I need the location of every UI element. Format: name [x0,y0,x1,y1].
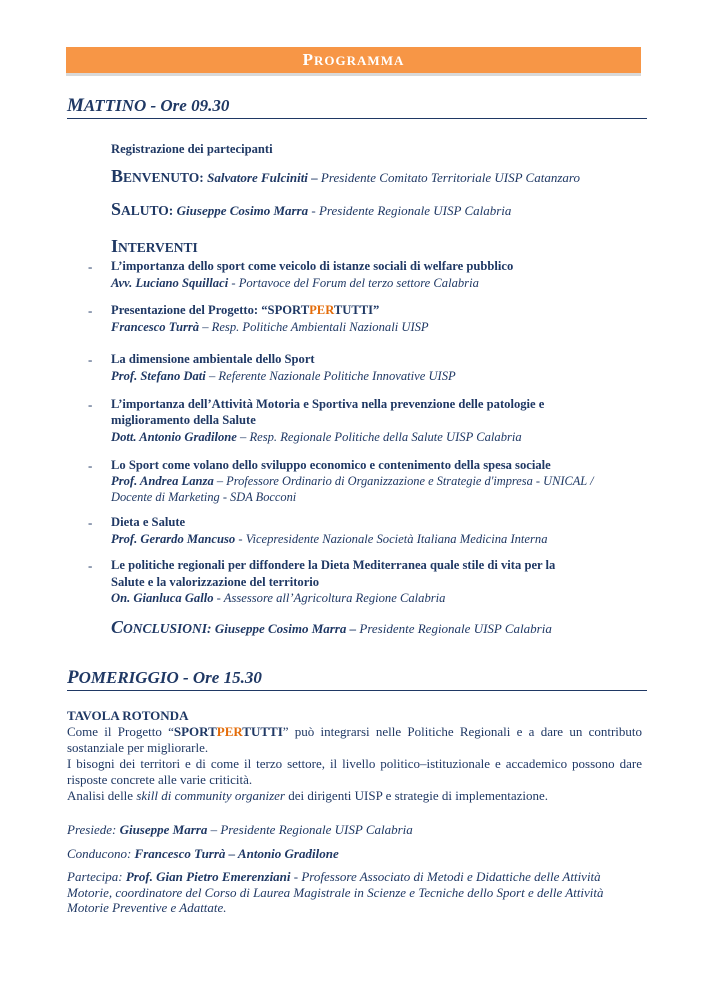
banner-rest: ROGRAMMA [314,53,405,68]
tavola-paragraph-1: Come il Progetto “SPORTPERTUTTI” può integrarsi nelle Politiche Regionali e a dare un contributo sostanziale per migliorarle. [67,724,642,755]
tavola-paragraph-2: I bisogni dei territori e di come il terzo settore, il livello politico–istituzionale e accademico possono dare risposte concrete alle varie criticità. [67,756,642,787]
intervento-3-title: La dimensione ambientale dello Sport [111,352,315,366]
intervento-2-speaker-line: Francesco Turrà – Resp. Politiche Ambientali Nazionali UISP [111,320,429,334]
programma-banner [66,47,641,76]
intervento-6-title: Dieta e Salute [111,515,186,529]
intervento-5-title: Lo Sport come volano dello sviluppo economico e contenimento della spesa sociale [111,458,551,472]
intervento-7-title-2: Salute e la valorizzazione del territorio [111,575,320,589]
intervento-5-speaker-line: Prof. Andrea Lanza – Professore Ordinario di Organizzazione e Strategie d'impresa - UNICAL / [111,474,594,488]
list-bullet: - [88,558,93,573]
list-bullet: - [88,515,93,530]
intervento-4-speaker-line: Dott. Antonio Gradilone – Resp. Regionale Politiche della Salute UISP Calabria [111,430,522,444]
intervento-1-title: L’importanza dello sport come veicolo di istanze sociali di welfare pubblico [111,259,514,273]
benvenuto-role: Presidente Comitato Territoriale UISP Catanzaro [320,170,580,185]
intervento-3-speaker-line: Prof. Stefano Dati – Referente Nazionale Politiche Innovative UISP [111,369,456,383]
intervento-1-speaker-line: Avv. Luciano Squillaci - Portavoce del Forum del terzo settore Calabria [111,276,479,290]
conclusioni-line: CONCLUSIONI: Giuseppe Cosimo Marra – Presidente Regionale UISP Calabria [111,617,552,637]
list-bullet: - [88,458,93,473]
partecipa-line: Partecipa: Prof. Gian Pietro Emerenziani - Professore Associato di Metodi e Didattiche delle Attività Motorie, coordinatore del Corso di Laurea Magistrale in Scienze e Tecniche dello Sport e delle Attività Motorie Preventive e Adattate. [67,869,604,916]
banner-cap: P [302,50,315,69]
saluto-line: SALUTO: Giuseppe Cosimo Marra - Presidente Regionale UISP Calabria [111,199,512,219]
intervento-4-title-2: miglioramento della Salute [111,413,256,427]
benvenuto-name: Salvatore Fulciniti [207,170,308,185]
mattino-heading: MATTINO - Ore 09.30 [67,95,647,119]
intervento-5-role-2: Docente di Marketing - SDA Bocconi [111,490,297,504]
list-bullet: - [88,397,93,412]
conclusioni-name: Giuseppe Cosimo Marra [214,621,347,636]
conducono-line: Conducono: Francesco Turrà – Antonio Gradilone [67,846,339,861]
list-bullet: - [88,303,93,318]
interventi-heading: INTERVENTI [111,236,198,256]
intervento-7-title-1: Le politiche regionali per diffondere la Dieta Mediterranea quale stile di vita per la [111,558,556,572]
tavola-paragraph-3: Analisi delle skill di community organizer dei dirigenti UISP e strategie di implementazione. [67,788,549,803]
intervento-2-title: Presentazione del Progetto: “SPORTPERTUTTI” [111,303,380,317]
list-bullet: - [88,259,93,274]
conclusioni-role: Presidente Regionale UISP Calabria [359,621,552,636]
saluto-name: Giuseppe Cosimo Marra [176,203,309,218]
list-bullet: - [88,352,93,367]
intervento-4-title-1: L’importanza dell’Attività Motoria e Sportiva nella prevenzione delle patologie e [111,397,545,411]
intervento-6-speaker-line: Prof. Gerardo Mancuso - Vicepresidente Nazionale Società Italiana Medicina Interna [111,532,548,546]
tavola-rotonda-heading: TAVOLA ROTONDA [67,708,189,723]
registrazione: Registrazione dei partecipanti [111,142,273,156]
pomeriggio-heading: POMERIGGIO - Ore 15.30 [67,667,647,691]
presiede-line: Presiede: Giuseppe Marra – Presidente Regionale UISP Calabria [67,822,413,837]
saluto-role: Presidente Regionale UISP Calabria [318,203,512,218]
intervento-7-speaker-line: On. Gianluca Gallo - Assessore all’Agricoltura Regione Calabria [111,591,446,605]
benvenuto-line: BENVENUTO: Salvatore Fulciniti – Presidente Comitato Territoriale UISP Catanzaro [111,166,580,186]
